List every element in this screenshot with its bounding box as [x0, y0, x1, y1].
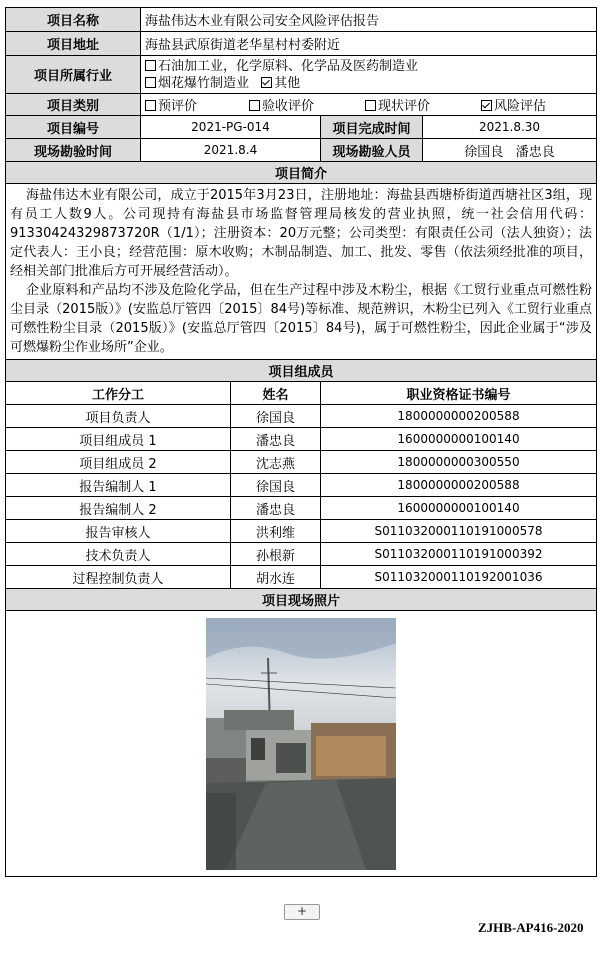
col-header-name: 姓名 [231, 382, 321, 405]
checkbox[interactable] [145, 77, 156, 88]
survey-time-label: 现场勘验时间 [6, 139, 141, 162]
survey-time-value: 2021.8.4 [141, 139, 321, 162]
intro-text [6, 184, 597, 360]
project-category-label: 项目类别 [6, 94, 141, 116]
member-role: 报告编制人 2 [6, 497, 231, 520]
member-cert: 1800000000200588 [321, 405, 597, 428]
table-row [6, 520, 597, 543]
table-row [6, 428, 597, 451]
checkbox[interactable] [145, 100, 156, 111]
member-cert: 1600000000100140 [321, 497, 597, 520]
table-row [6, 405, 597, 428]
document-code: ZJHB-AP416-2020 [478, 920, 584, 935]
table-row [6, 566, 597, 589]
checkbox[interactable] [145, 60, 156, 71]
surveyors-value: 徐国良 潘忠良 [423, 139, 597, 162]
members-header-row [6, 382, 597, 405]
intro-paragraph-2: 企业原料和产品均不涉及危险化学品，但在生产过程中涉及木粉尘，根据《工贸行业重点可燃性粉尘目录（2015版）》(安监总厅管四〔2015〕84号)等标准、规范辨识，木粉尘已列入《工贸行业重点可燃性粉尘目录（2015版）》(安监总厅管四〔2015〕84号)，属于可燃性粉尘，因此企业属于“涉及可燃爆粉尘作业场所”企业。 [10, 283, 593, 355]
member-cert: S011032000110191000578 [321, 520, 597, 543]
site-photo [206, 618, 396, 870]
member-role: 项目负责人 [6, 405, 231, 428]
table-row [6, 497, 597, 520]
project-address-value: 海盐县武原街道老华星村村委附近 [141, 32, 597, 56]
member-cert: 1600000000100140 [321, 428, 597, 451]
intro-paragraph-1: 海盐伟达木业有限公司，成立于2015年3月23日，注册地址：海盐县西塘桥街道西塘社区3组，现有员工人数9人。公司现持有海盐县市场监督管理局核发的营业执照，统一社会信用代码：91330424329873720R（1/1）；注册资本：20万元整；公司类型：有限责任公司（法人独资）；法定代表人：王小良；经营范围：原木收购；木制品制造、加工、批发、零售（依法须经批准的项目，经相关部门批准后方可开展经营活动）。 [10, 188, 593, 279]
member-name: 潘忠良 [231, 497, 321, 520]
table-row [6, 451, 597, 474]
complete-time-value: 2021.8.30 [423, 116, 597, 139]
member-name: 徐国良 [231, 405, 321, 428]
member-role: 报告编制人 1 [6, 474, 231, 497]
complete-time-label: 项目完成时间 [321, 116, 423, 139]
photo-title: 项目现场照片 [6, 589, 597, 611]
col-header-cert: 职业资格证书编号 [321, 382, 597, 405]
category-option[interactable]: 现状评价 [365, 95, 481, 114]
industry-option-other[interactable]: 其他 [261, 76, 300, 91]
add-button[interactable]: + [284, 904, 320, 920]
checkbox-checked[interactable] [261, 77, 272, 88]
members-title: 项目组成员 [6, 360, 597, 382]
member-cert: S011032000110191000392 [321, 543, 597, 566]
category-option-risk[interactable]: 风险评估 [481, 95, 546, 114]
table-row [6, 543, 597, 566]
table-row [6, 474, 597, 497]
project-name-label: 项目名称 [6, 8, 141, 32]
project-number-label: 项目编号 [6, 116, 141, 139]
industry-option[interactable]: 石油加工业，化学原料、化学品及医药制造业 [145, 58, 592, 75]
project-industry-label: 项目所属行业 [6, 56, 141, 94]
member-cert: 1800000000300550 [321, 451, 597, 474]
member-role: 过程控制负责人 [6, 566, 231, 589]
col-header-role: 工作分工 [6, 382, 231, 405]
category-option[interactable]: 验收评价 [249, 95, 365, 114]
member-name: 孙根新 [231, 543, 321, 566]
photo-cell [6, 611, 597, 877]
checkbox[interactable] [249, 100, 260, 111]
project-address-label: 项目地址 [6, 32, 141, 56]
project-number-value: 2021-PG-014 [141, 116, 321, 139]
member-cert: 1800000000200588 [321, 474, 597, 497]
member-name: 徐国良 [231, 474, 321, 497]
industry-options [141, 56, 597, 94]
industry-option[interactable]: 烟花爆竹制造业 [145, 76, 249, 91]
member-role: 技术负责人 [6, 543, 231, 566]
member-cert: S011032000110192001036 [321, 566, 597, 589]
surveyors-label: 现场勘验人员 [321, 139, 423, 162]
member-role: 项目组成员 1 [6, 428, 231, 451]
member-name: 沈志燕 [231, 451, 321, 474]
category-option[interactable]: 预评价 [141, 95, 249, 114]
report-info-table [5, 7, 597, 877]
member-name: 胡水连 [231, 566, 321, 589]
intro-title: 项目简介 [6, 162, 597, 184]
member-role: 报告审核人 [6, 520, 231, 543]
checkbox-checked[interactable] [481, 100, 492, 111]
member-name: 潘忠良 [231, 428, 321, 451]
checkbox[interactable] [365, 100, 376, 111]
project-name-value: 海盐伟达木业有限公司安全风险评估报告 [141, 8, 597, 32]
site-photo-image [206, 618, 396, 870]
member-role: 项目组成员 2 [6, 451, 231, 474]
member-name: 洪利维 [231, 520, 321, 543]
category-options [141, 94, 597, 116]
